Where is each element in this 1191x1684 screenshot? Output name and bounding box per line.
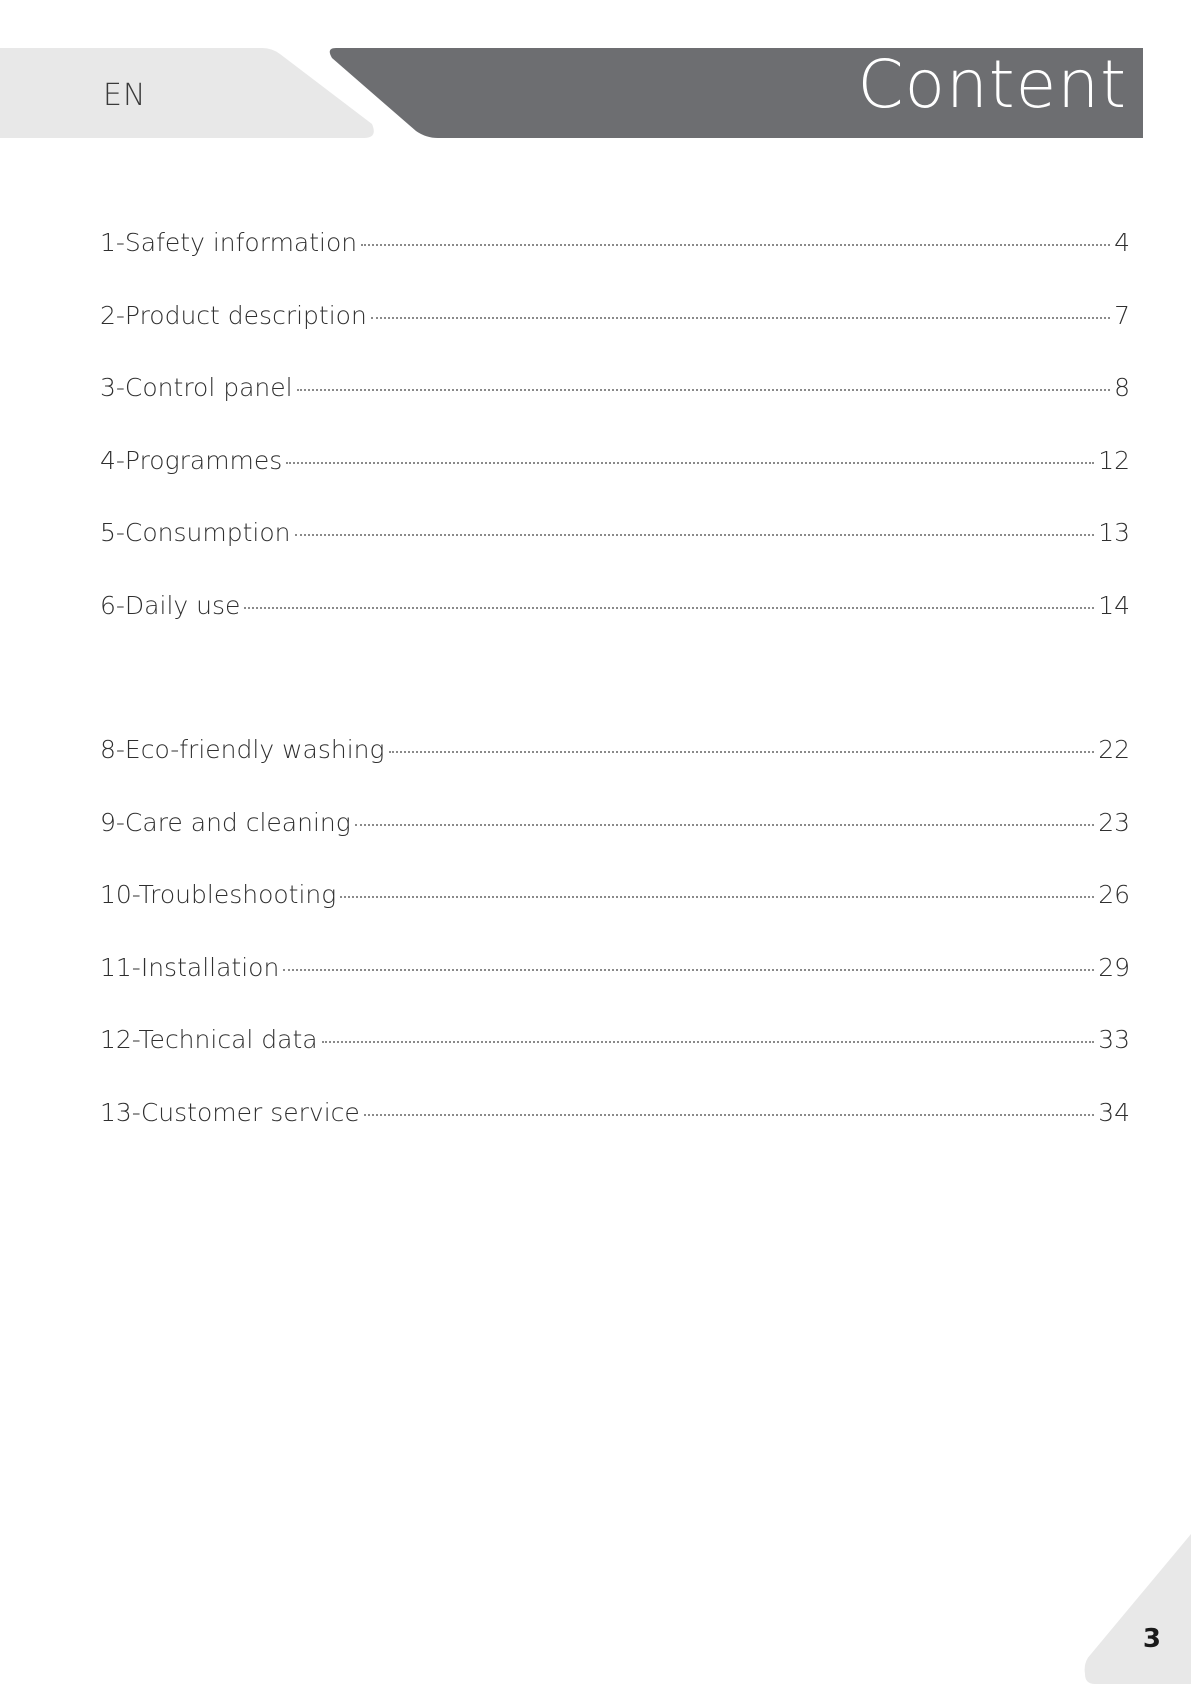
toc-leader-dots [361,244,1110,246]
toc-leader-dots [283,969,1094,971]
toc-entry-page: 33 [1098,1025,1130,1054]
toc-leader-dots [355,824,1094,826]
toc-leader-dots [297,389,1110,391]
toc-entry-customer-service[interactable] [100,1098,1130,1171]
toc-entry-control-panel[interactable] [100,373,1130,446]
toc-entry-page: 14 [1098,590,1130,620]
toc-entry-technical-data[interactable] [100,1025,1130,1098]
toc-entry-title: 1-Safety information [100,228,358,257]
table-of-contents [100,228,1130,1170]
toc-entry-title: 6-Daily use [100,590,241,620]
toc-entry-programmes[interactable] [100,446,1130,519]
page-title: Content [857,46,1127,123]
toc-entry-care-and-cleaning[interactable] [100,808,1130,881]
toc-entry-page: 7 [1114,300,1130,330]
toc-entry-title: 9-Care and cleaning [100,807,351,837]
toc-entry-eco-friendly-washing[interactable] [100,735,1130,808]
toc-entry-daily-use[interactable] [100,591,1130,664]
toc-entry-product-description[interactable] [100,301,1130,374]
toc-leader-dots [371,317,1110,319]
toc-entry-title: 5-Consumption [100,518,291,547]
toc-leader-dots [389,751,1095,753]
toc-entry-troubleshooting[interactable] [100,880,1130,953]
toc-entry-page: 13 [1098,518,1130,547]
toc-entry-title: 2-Product description [100,300,367,330]
toc-entry-safety-information[interactable] [100,228,1130,301]
toc-entry-installation[interactable] [100,953,1130,1026]
toc-leader-dots [286,462,1094,464]
toc-entry-title: 13-Customer service [100,1097,360,1127]
page-number: 3 [1142,1624,1161,1654]
toc-leader-dots [244,607,1094,609]
toc-entry-page: 4 [1114,228,1130,257]
toc-entry-title: 11-Installation [100,952,280,982]
toc-entry-consumption[interactable] [100,518,1130,591]
toc-entry-page: 8 [1114,373,1130,402]
page-corner-tab [1081,1534,1191,1684]
toc-entry-page: 26 [1098,880,1130,909]
toc-leader-dots [364,1114,1094,1116]
toc-entry-title: 12-Technical data [100,1025,318,1054]
toc-entry-page: 22 [1098,735,1130,764]
toc-entry-page: 29 [1098,952,1130,982]
toc-leader-dots [340,896,1094,898]
toc-entry-page: 34 [1098,1097,1130,1127]
toc-entry-title: 3-Control panel [100,373,293,402]
toc-entry-title: 10-Troubleshooting [100,880,337,909]
toc-entry-page: 12 [1098,445,1130,475]
header-light-tab [0,48,374,138]
toc-leader-dots [322,1041,1095,1043]
language-code: EN [103,78,147,113]
toc-entry-page: 23 [1098,807,1130,837]
toc-entry-title: 4-Programmes [100,445,283,475]
toc-entry-title: 8-Eco-friendly washing [100,735,385,764]
toc-leader-dots [295,534,1095,536]
